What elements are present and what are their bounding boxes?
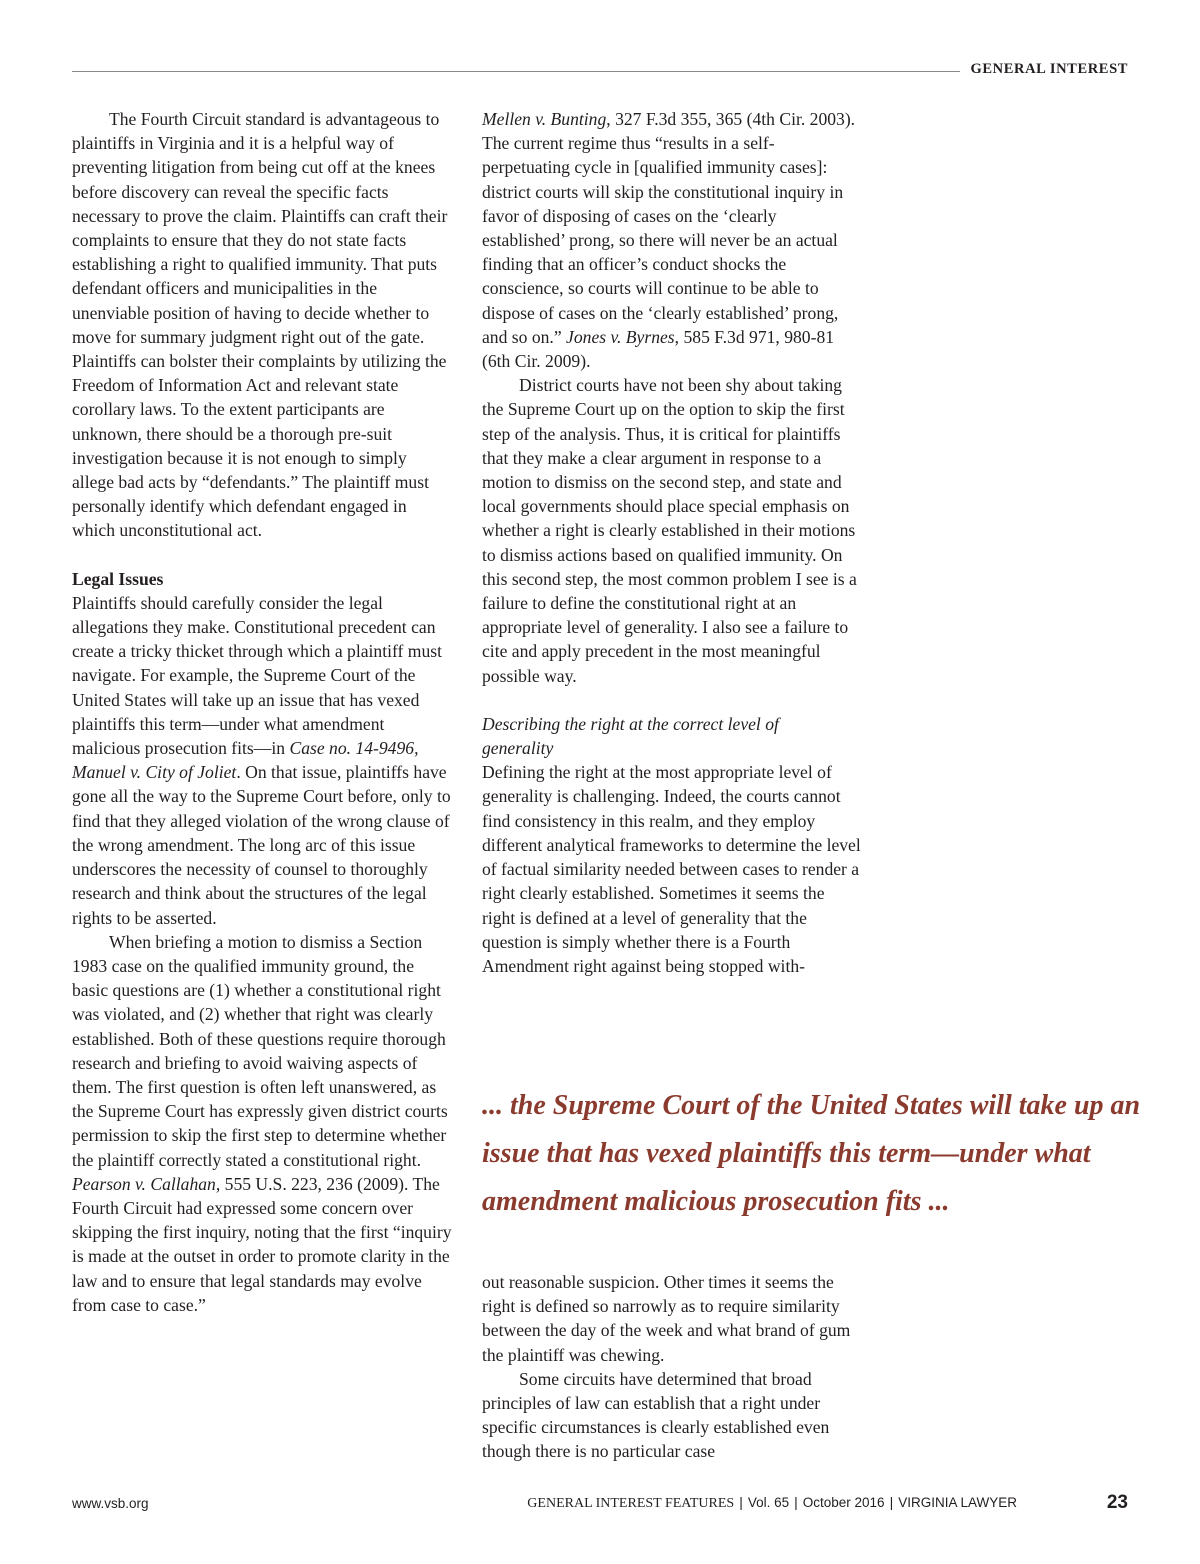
article-column-2 (482, 107, 862, 978)
paragraph: District courts have not been shy about taking the Supreme Court up on the option to skip the first step of the analysis. Thus, it is critical for plaintiffs that they make a clear argument in response to a motion to dismiss on the second step, and state and local governments should place special emphasis on whether a right is clearly established in their motions to dismiss actions based on qualified immunity. On this second step, the most common problem I see is a failure to define the constitutional right at an appropriate level of generality. I also see a failure to cite and apply precedent in the most meaningful possible way. (482, 375, 857, 686)
paragraph: Defining the right at the most appropriate level of generality is challenging. Indeed, the courts cannot find consistency in this realm, and they employ different analytical frameworks to determine the level of factual similarity needed between cases to render a right clearly established. Sometimes it seems the right is defined at a level of generality that the question is simply whether there is a Fourth Amendment right against being stopped with- (482, 762, 861, 976)
section-label: GENERAL INTEREST (970, 61, 1128, 77)
paragraph: out reasonable suspicion. Other times it seems the right is defined so narrowly as to require similarity between the day of the week and what brand of gum the plaintiff was chewing. (482, 1272, 851, 1365)
case-citation: Jones v. Byrnes (566, 326, 675, 347)
page-number: 23 (1106, 1492, 1128, 1513)
paragraph: The Fourth Circuit standard is advantageous to plaintiffs in Virginia and it is a helpful way of preventing litigation from being cut off at the knees before discovery can reveal the specific facts necessary to prove the claim. Plaintiffs can craft their complaints to ensure that they do not state facts establishing a right to qualified immunity. That puts defendant officers and municipalities in the unenviable position of having to decide whether to move for summary judgment right out of the gate. Plaintiffs can bolster their complaints by utilizing the Freedom of Information Act and relevant state corollary laws. To the extent participants are unknown, there should be a thorough pre-suit investigation because it is not enough to simply allege bad acts by “defendants.” The plaintiff must personally identify which defendant engaged in which unconstitutional act. (72, 109, 448, 541)
header-rule (72, 71, 960, 72)
article-column-1 (72, 107, 452, 1317)
pull-quote: ... the Supreme Court of the United States will take up an issue that has vexed plaintiffs this term—under what amendment malicious prosecution fits ... (482, 1090, 1141, 1217)
footer-publication: VIRGINIA LAWYER (898, 1495, 1017, 1510)
case-citation: Pearson v. Callahan (72, 1173, 216, 1194)
case-citation: Mellen v. Bunting (482, 109, 607, 129)
paragraph: Some circuits have determined that broad principles of law can establish that a right under specific circumstances is clearly established even though there is no particular case (482, 1368, 830, 1462)
footer-publication-line: GENERAL INTEREST FEATURES | Vol. 65 | October 2016 | VIRGINIA LAWYER (527, 1494, 1017, 1511)
paragraph: Plaintiffs should carefully consider the legal allegations they make. Constitutional precedent can create a tricky thicket through which a plaintiff must navigate. For example, the Supreme Court of the United States will take up an issue that has vexed plaintiffs this term—under what amendment malicious prosecution fits—in Case no. 14-9496, Manuel v. City of Joliet. On that issue, plaintiffs have gone all the way to the Supreme Court before, only to find that they alleged violation of the wrong clause of the wrong amendment. The long arc of this issue underscores the necessity of counsel to thoroughly research and think about the structures of the legal rights to be asserted. (72, 592, 451, 928)
article-column-2-continued (482, 1270, 862, 1464)
footer-section: GENERAL INTEREST FEATURES (527, 1496, 735, 1511)
subheading: Describing the right at the correct level of generality (482, 713, 779, 759)
footer-url: www.vsb.org (72, 1496, 149, 1511)
case-citation: Case no. 14-9496, Manuel v. City of Joliet (72, 738, 419, 783)
paragraph: When briefing a motion to dismiss a Section 1983 case on the qualified immunity ground, the basic questions are (1) whether a constitutional right was violated, and (2) whether that right was clearly established. Both of these questions require thorough research and briefing to avoid waiving aspects of them. The first question is often left unanswered, as the Supreme Court has expressly given district courts permission to skip the first step to determine whether the plaintiff correctly stated a constitutional right. Pearson v. Callahan, 555 U.S. 223, 236 (2009). The Fourth Circuit had expressed some concern over skipping the first inquiry, noting that the first “inquiry is made at the outset in order to promote clarity in the law and to ensure that legal standards may evolve from case to case.” (72, 931, 452, 1315)
section-heading: Legal Issues (72, 568, 164, 589)
paragraph: Mellen v. Bunting, 327 F.3d 355, 365 (4th Cir. 2003). The current regime thus “results in a self-perpetuating cycle in [qualified immunity cases]: district courts will skip the constitutional inquiry in favor of disposing of cases on the ‘clearly established’ prong, so there will never be an actual finding that an officer’s conduct shocks the conscience, so courts will continue to be able to dispose of cases on the ‘clearly established’ prong, and so on.” Jones v. Byrnes, 585 F.3d 971, 980-81 (6th Cir. 2009). (482, 109, 856, 372)
footer-volume: Vol. 65 (747, 1495, 790, 1510)
footer-date: October 2016 (802, 1495, 885, 1510)
